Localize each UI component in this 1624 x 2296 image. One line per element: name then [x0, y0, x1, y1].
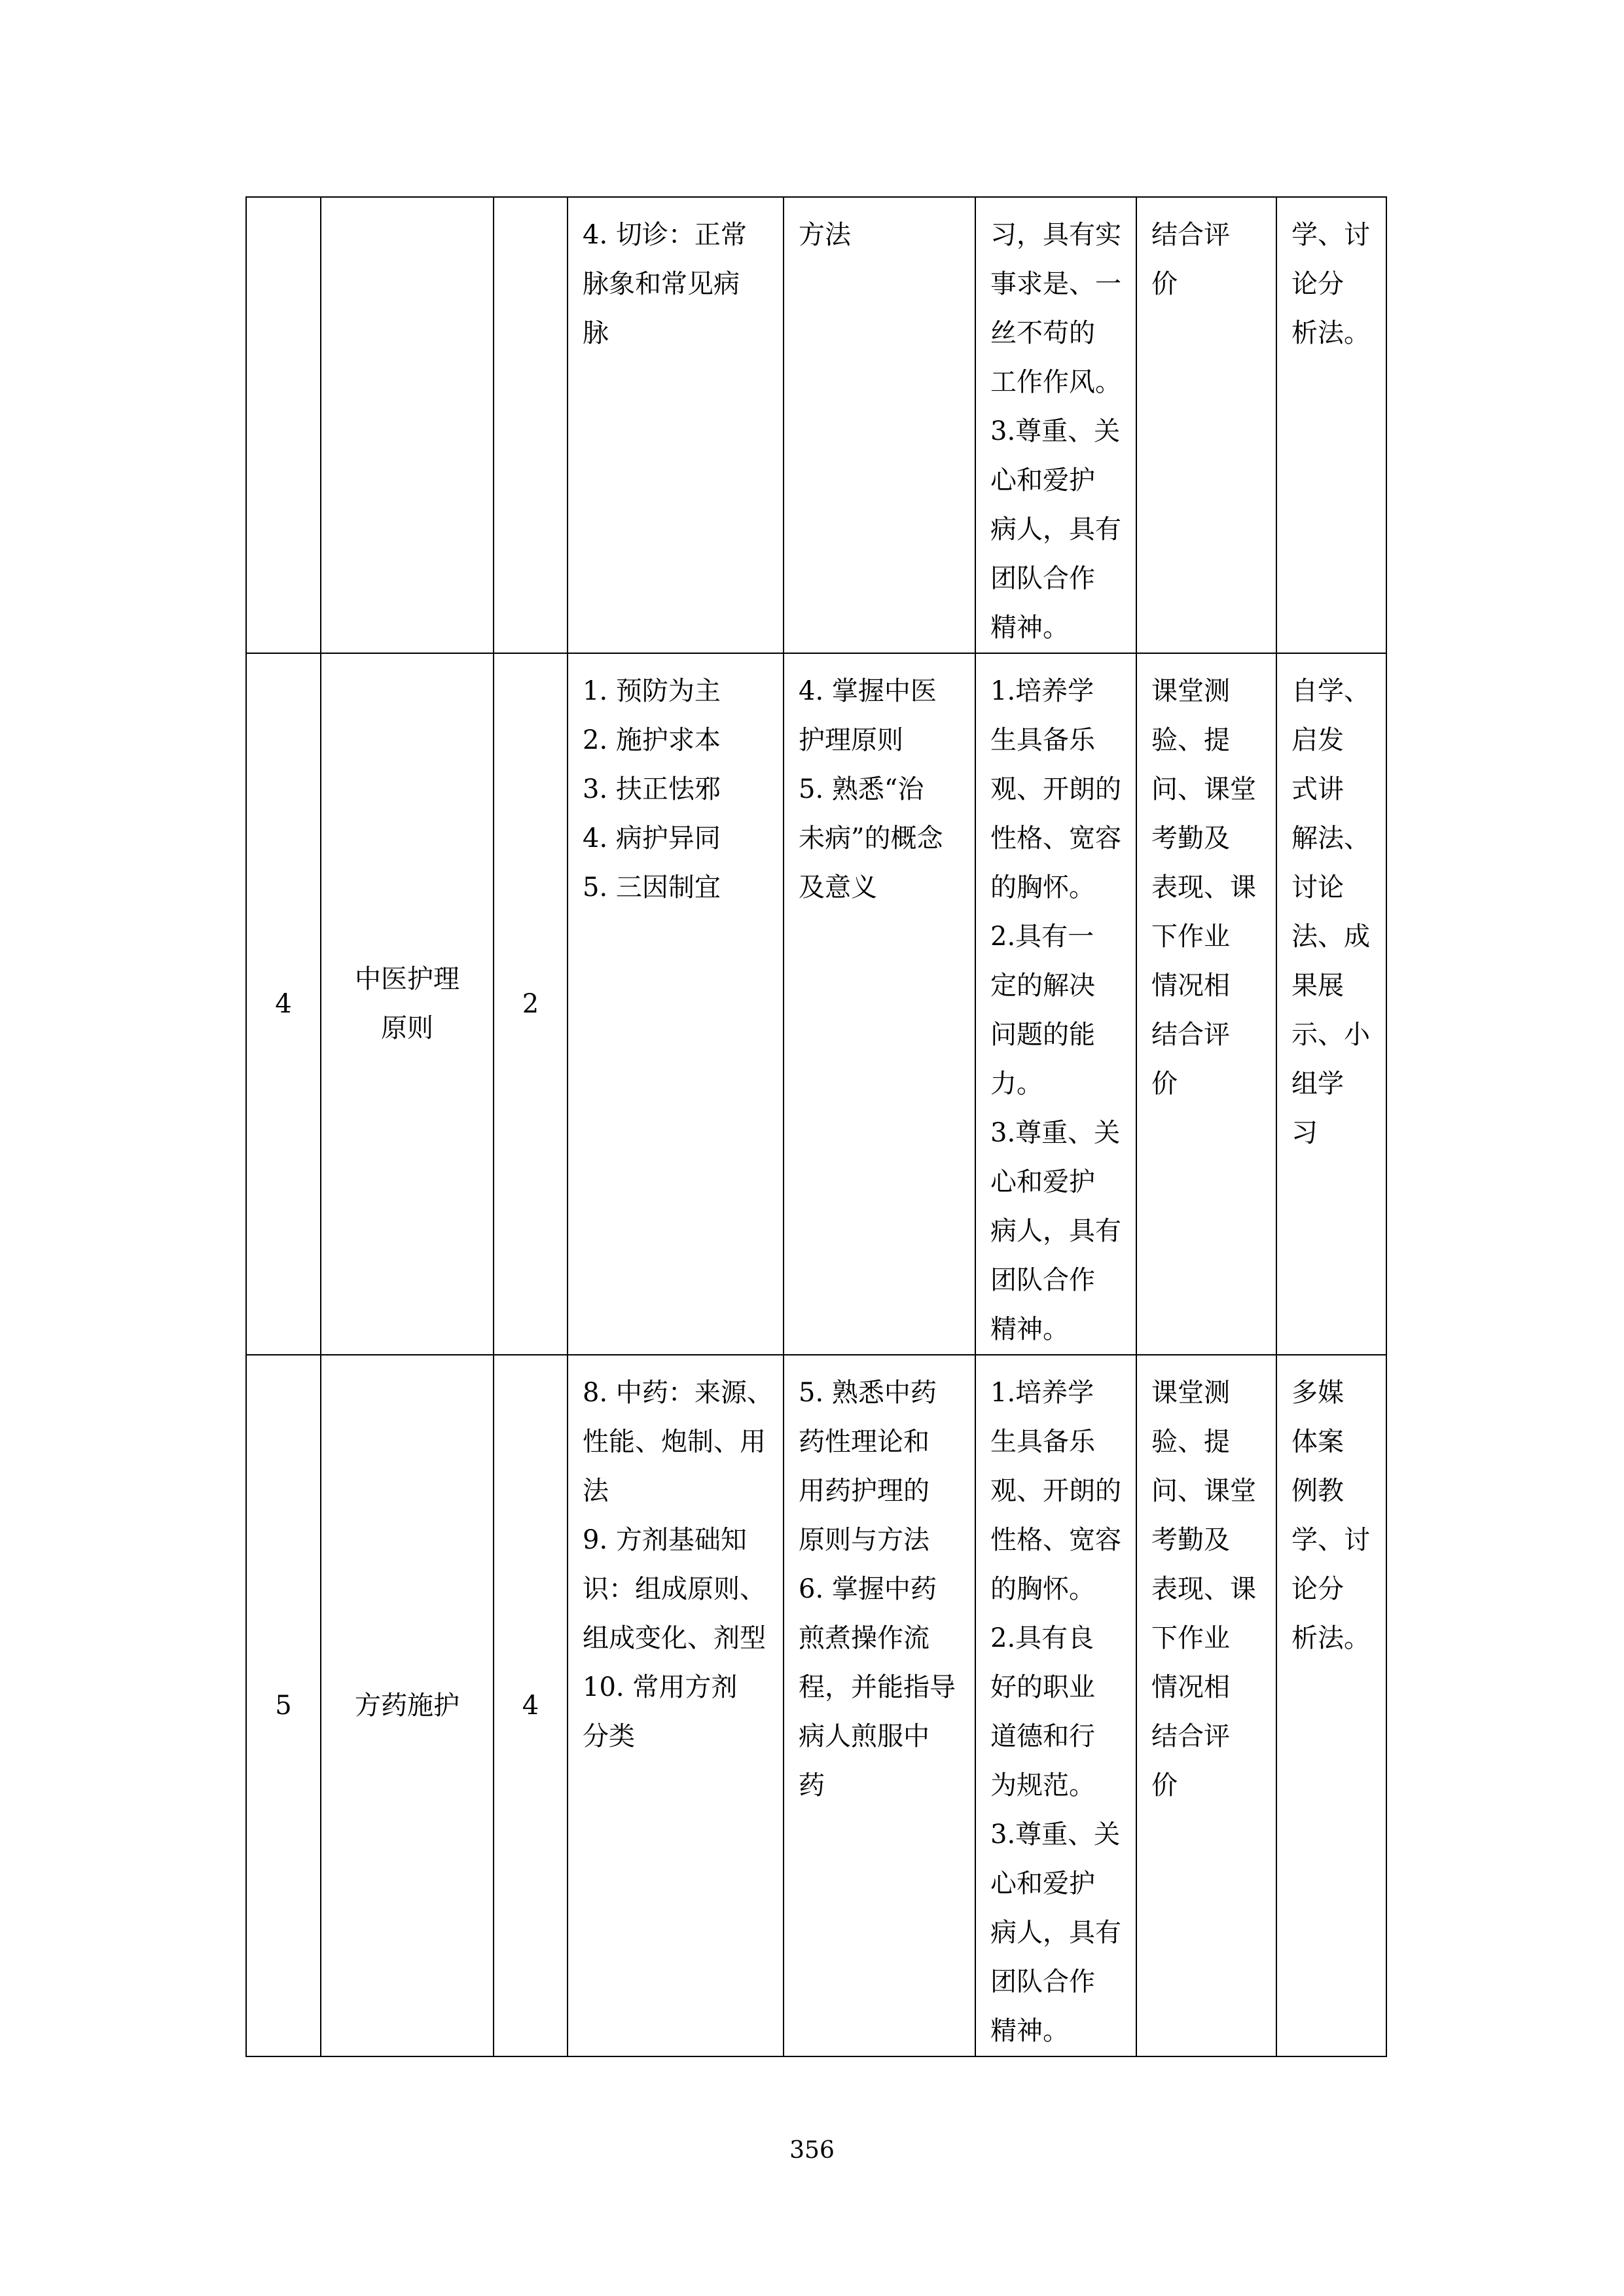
cell-hours	[494, 653, 568, 1355]
cell-assessment-line: 价	[1151, 1770, 1178, 1801]
cell-requirements-line: 5. 熟悉“治	[799, 774, 924, 804]
cell-quality-goals-line: 精神。	[990, 1314, 1069, 1344]
cell-requirements-line: 病人煎服中	[799, 1721, 929, 1751]
cell-topic-line: 中医护理	[355, 964, 460, 994]
cell-assessment-line: 结合评	[1151, 1721, 1230, 1751]
cell-quality-goals-line: 定的解决	[990, 971, 1095, 1001]
cell-content-line: 4. 病护异同	[583, 823, 721, 853]
cell-assessment-line: 课堂测	[1151, 676, 1230, 706]
cell-content	[568, 1355, 784, 2056]
cell-assessment-line: 表现、课	[1151, 1574, 1256, 1604]
cell-teaching-method-line: 组学	[1291, 1069, 1344, 1099]
cell-content-line: 2. 施护求本	[583, 725, 721, 755]
cell-requirements-line: 未病”的概念	[799, 823, 943, 853]
cell-number-text: 5	[275, 1690, 292, 1721]
cell-assessment-line: 问、课堂	[1151, 774, 1256, 804]
cell-assessment	[1136, 653, 1276, 1355]
cell-requirements-line: 方法	[799, 220, 851, 250]
cell-requirements-line: 用药护理的	[799, 1476, 929, 1506]
cell-quality-goals-line: 问题的能	[990, 1020, 1095, 1050]
cell-quality-goals	[975, 653, 1136, 1355]
cell-quality-goals-line: 3.尊重、关	[990, 416, 1121, 446]
curriculum-table	[245, 196, 1387, 2057]
cell-quality-goals-line: 病人，具有	[990, 1918, 1121, 1948]
page-number: 356	[789, 2137, 835, 2164]
cell-quality-goals-line: 心和爱护	[990, 465, 1095, 495]
cell-requirements-line: 程，并能指导	[799, 1672, 956, 1702]
cell-quality-goals-line: 性格、宽容	[990, 823, 1121, 853]
table-row	[246, 197, 1386, 653]
cell-quality-goals	[975, 1355, 1136, 2056]
cell-teaching-method-line: 论分	[1291, 269, 1344, 299]
cell-assessment-line: 考勤及	[1151, 823, 1230, 853]
cell-hours-text: 2	[522, 988, 539, 1019]
cell-topic	[321, 653, 494, 1355]
cell-quality-goals-line: 精神。	[990, 613, 1069, 643]
cell-requirements-line: 5. 熟悉中药	[799, 1378, 937, 1408]
cell-quality-goals-line: 观、开朗的	[990, 774, 1121, 804]
cell-content-line: 识：组成原则、	[583, 1574, 766, 1604]
cell-teaching-method-line: 例教	[1291, 1476, 1344, 1506]
cell-requirements-line: 药	[799, 1770, 825, 1801]
cell-quality-goals-line: 团队合作	[990, 564, 1095, 594]
cell-quality-goals-line: 精神。	[990, 2016, 1069, 2046]
cell-quality-goals-line: 习，具有实	[990, 220, 1121, 250]
cell-content-line: 组成变化、剂型	[583, 1623, 766, 1653]
table-body	[246, 197, 1386, 2056]
cell-content-line: 法	[583, 1476, 609, 1506]
cell-number	[246, 1355, 321, 2056]
cell-quality-goals-line: 生具备乐	[990, 725, 1095, 755]
cell-assessment-line: 价	[1151, 1069, 1178, 1099]
cell-topic-line: 方药施护	[355, 1690, 460, 1721]
cell-teaching-method-line: 析法。	[1291, 1623, 1370, 1653]
cell-assessment-line: 表现、课	[1151, 872, 1256, 903]
cell-teaching-method-line: 析法。	[1291, 318, 1370, 348]
cell-quality-goals-line: 1.培养学	[990, 676, 1094, 706]
cell-quality-goals-line: 性格、宽容	[990, 1525, 1121, 1555]
cell-quality-goals-line: 丝不苟的	[990, 318, 1095, 348]
cell-requirements-line: 6. 掌握中药	[799, 1574, 937, 1604]
cell-assessment-line: 情况相	[1151, 1672, 1230, 1702]
cell-teaching-method-line: 讨论	[1291, 872, 1344, 903]
cell-teaching-method-line: 示、小	[1291, 1020, 1370, 1050]
cell-quality-goals-line: 病人，具有	[990, 514, 1121, 545]
cell-quality-goals-line: 工作作风。	[990, 367, 1121, 397]
cell-content-line: 3. 扶正怯邪	[583, 774, 721, 804]
cell-content-line: 1. 预防为主	[583, 676, 721, 706]
cell-quality-goals-line: 力。	[990, 1069, 1043, 1099]
cell-quality-goals-line: 病人，具有	[990, 1216, 1121, 1246]
cell-requirements-line: 护理原则	[799, 725, 903, 755]
cell-assessment	[1136, 197, 1276, 653]
cell-requirements	[784, 653, 975, 1355]
cell-number-text: 4	[275, 988, 292, 1019]
cell-topic-line: 原则	[381, 1013, 433, 1043]
cell-requirements-line: 及意义	[799, 872, 877, 903]
cell-teaching-method	[1276, 197, 1386, 653]
cell-quality-goals-line: 的胸怀。	[990, 872, 1095, 903]
cell-quality-goals-line: 好的职业	[990, 1672, 1095, 1702]
cell-teaching-method-line: 启发	[1291, 725, 1344, 755]
cell-quality-goals-line: 团队合作	[990, 1265, 1095, 1295]
cell-quality-goals-line: 3.尊重、关	[990, 1820, 1121, 1850]
cell-quality-goals	[975, 197, 1136, 653]
cell-hours	[494, 197, 568, 653]
cell-teaching-method	[1276, 653, 1386, 1355]
cell-assessment-line: 考勤及	[1151, 1525, 1230, 1555]
cell-teaching-method	[1276, 1355, 1386, 2056]
cell-quality-goals-line: 生具备乐	[990, 1427, 1095, 1457]
cell-assessment-line: 情况相	[1151, 971, 1230, 1001]
cell-teaching-method-line: 解法、	[1291, 823, 1370, 853]
cell-quality-goals-line: 3.尊重、关	[990, 1118, 1121, 1148]
cell-quality-goals-line: 事求是、一	[990, 269, 1121, 299]
cell-quality-goals-line: 团队合作	[990, 1967, 1095, 1997]
cell-assessment-line: 问、课堂	[1151, 1476, 1256, 1506]
cell-quality-goals-line: 2.具有一	[990, 922, 1094, 952]
cell-quality-goals-line: 为规范。	[990, 1770, 1095, 1801]
cell-quality-goals-line: 观、开朗的	[990, 1476, 1121, 1506]
cell-quality-goals-line: 的胸怀。	[990, 1574, 1095, 1604]
cell-assessment-line: 结合评	[1151, 1020, 1230, 1050]
cell-quality-goals-line: 心和爱护	[990, 1167, 1095, 1197]
cell-assessment-line: 下作业	[1151, 922, 1230, 952]
cell-content-line: 脉象和常见病	[583, 269, 740, 299]
cell-content-line: 性能、炮制、用	[583, 1427, 766, 1457]
cell-teaching-method-line: 学、讨	[1291, 1525, 1370, 1555]
cell-teaching-method-line: 学、讨	[1291, 220, 1370, 250]
cell-assessment-line: 价	[1151, 269, 1178, 299]
cell-assessment-line: 课堂测	[1151, 1378, 1230, 1408]
cell-content	[568, 653, 784, 1355]
cell-requirements-line: 原则与方法	[799, 1525, 929, 1555]
cell-number	[246, 197, 321, 653]
cell-teaching-method-line: 多媒	[1291, 1378, 1344, 1408]
cell-teaching-method-line: 自学、	[1291, 676, 1370, 706]
cell-content-line: 分类	[583, 1721, 635, 1751]
table-row	[246, 1355, 1386, 2056]
cell-hours	[494, 1355, 568, 2056]
cell-assessment-line: 下作业	[1151, 1623, 1230, 1653]
cell-content	[568, 197, 784, 653]
cell-topic	[321, 1355, 494, 2056]
cell-content-line: 8. 中药：来源、	[583, 1378, 773, 1408]
cell-topic	[321, 197, 494, 653]
cell-assessment-line: 验、提	[1151, 725, 1230, 755]
cell-quality-goals-line: 心和爱护	[990, 1869, 1095, 1899]
cell-teaching-method-line: 式讲	[1291, 774, 1344, 804]
cell-requirements	[784, 1355, 975, 2056]
cell-quality-goals-line: 1.培养学	[990, 1378, 1094, 1408]
cell-assessment	[1136, 1355, 1276, 2056]
table-row	[246, 653, 1386, 1355]
cell-teaching-method-line: 果展	[1291, 971, 1344, 1001]
cell-content-line: 脉	[583, 318, 609, 348]
cell-teaching-method-line: 论分	[1291, 1574, 1344, 1604]
cell-number	[246, 653, 321, 1355]
cell-requirements	[784, 197, 975, 653]
cell-quality-goals-line: 2.具有良	[990, 1623, 1094, 1653]
cell-teaching-method-line: 习	[1291, 1118, 1318, 1148]
cell-hours-text: 4	[522, 1690, 539, 1721]
cell-teaching-method-line: 体案	[1291, 1427, 1344, 1457]
cell-content-line: 10. 常用方剂	[583, 1672, 738, 1702]
cell-content-line: 5. 三因制宜	[583, 872, 721, 903]
cell-requirements-line: 煎煮操作流	[799, 1623, 929, 1653]
cell-quality-goals-line: 道德和行	[990, 1721, 1095, 1751]
cell-requirements-line: 4. 掌握中医	[799, 676, 937, 706]
cell-assessment-line: 验、提	[1151, 1427, 1230, 1457]
cell-teaching-method-line: 法、成	[1291, 922, 1370, 952]
cell-content-line: 4. 切诊：正常	[583, 220, 747, 250]
cell-requirements-line: 药性理论和	[799, 1427, 929, 1457]
cell-assessment-line: 结合评	[1151, 220, 1230, 250]
cell-content-line: 9. 方剂基础知	[583, 1525, 747, 1555]
